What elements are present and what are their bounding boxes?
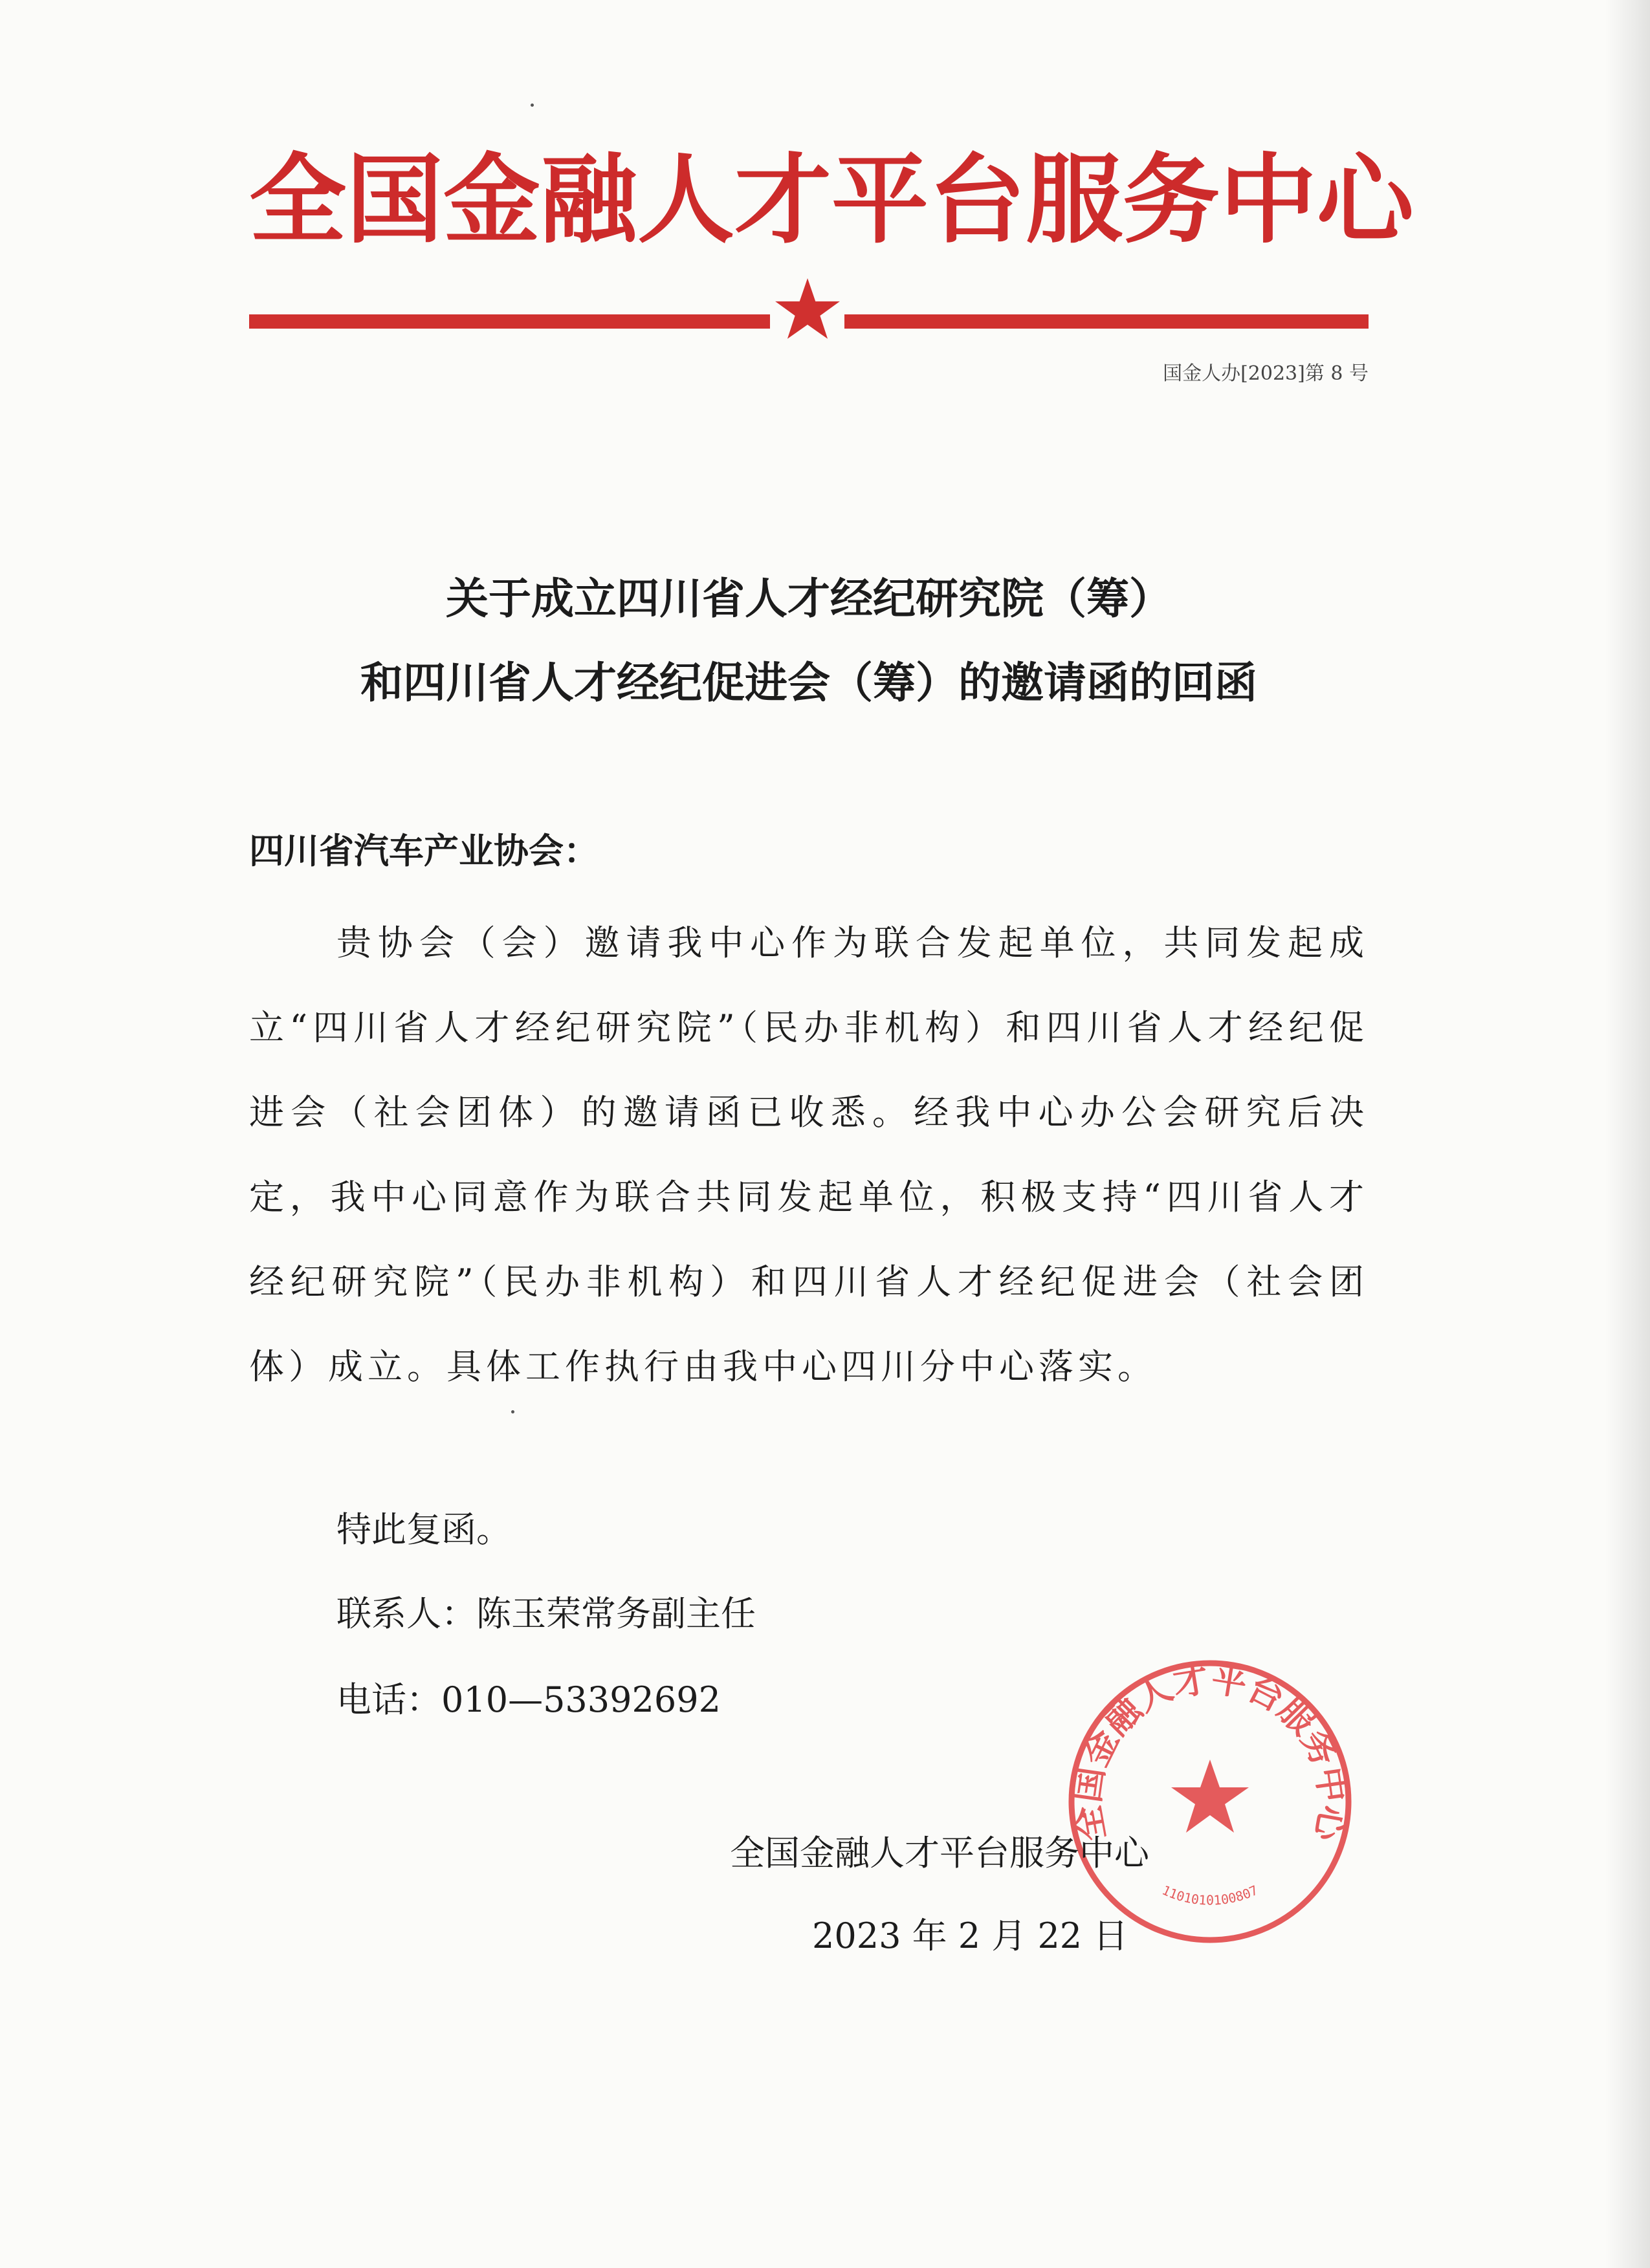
letterhead-divider-left [249,314,770,329]
document-number: 国金人办[2023]第 8 号 [1163,362,1369,385]
salutation: 四川省汽车产业协会： [249,830,599,871]
scan-speck [531,104,534,107]
seal-code-text: 1101010100807 [1160,1882,1260,1908]
svg-text:全国金融人才平台服务中心 [1066,1658,1354,1846]
seal-ring-text: 全国金融人才平台服务中心 [1066,1657,1354,1844]
letterhead-divider-right [844,314,1369,329]
letterhead-title: 全国金融人才平台服务中心 [249,144,1414,257]
svg-text:1101010100807 [1160,1882,1260,1908]
signature-organization: 全国金融人才平台服务中心 [730,1833,1149,1873]
closing-line: 特此复函。 [336,1509,511,1550]
scan-edge-shadow [1605,0,1650,2268]
document-title-line-2: 和四川省人才经纪促进会（筹）的邀请函的回函 [360,657,1257,708]
body-paragraph: 贵协会（会）邀请我中心作为联合发起单位，共同发起成立“四川省人才经纪研究院”（民办非机构）和四川省人才经纪促进会（社会团体）的邀请函已收悉。经我中心办公会研究后决定，我中心同意作为联合共同发起单位，积极支持“四川省人才经纪研究院”（民办非机构）和四川省人才经纪促进会（社会团体）成立。具体工作执行由我中心四川分中心落实。 [249,922,1369,1387]
signature-date: 2023 年 2 月 22 日 [812,1915,1128,1956]
scan-speck [511,1410,514,1413]
document-title-line-1: 关于成立四川省人才经纪研究院（筹） [446,573,1172,624]
official-seal-stamp [1061,1653,1359,1950]
phone-number: 电话：010—53392692 [336,1679,721,1720]
red-star-icon [774,277,841,342]
contact-person: 联系人：陈玉荣常务副主任 [336,1593,756,1634]
